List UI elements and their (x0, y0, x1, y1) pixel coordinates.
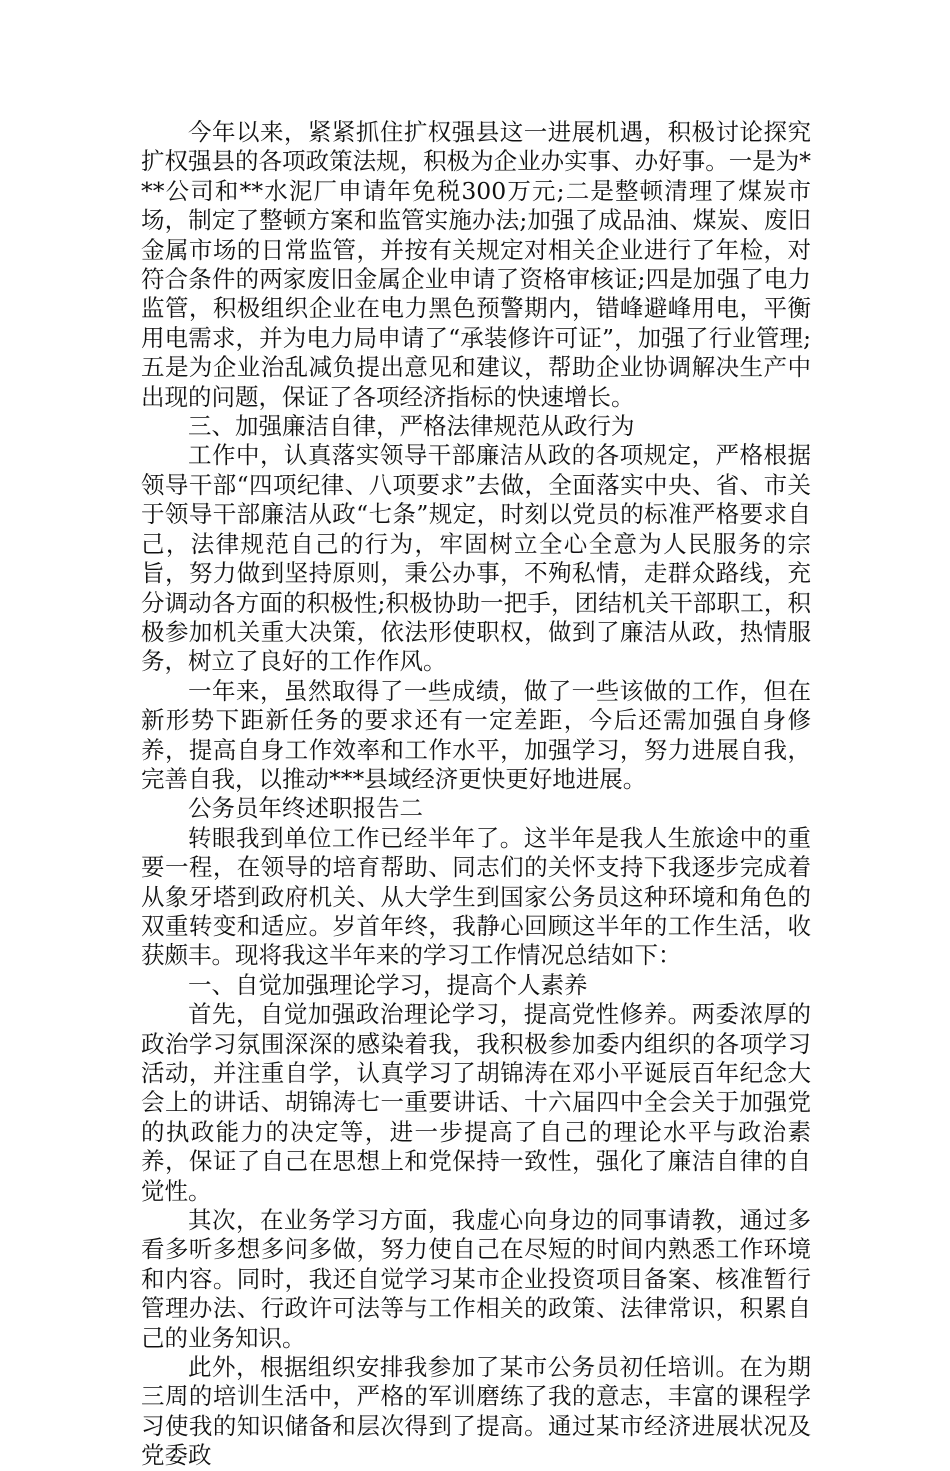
section-heading-theory-study: 一、自觉加强理论学习，提高个人素养 (188, 970, 588, 999)
document-body (141, 118, 811, 1471)
paragraph-work-summary: 今年以来，紧紧抓住扩权强县这一进展机遇，积极讨论探究扩权强县的各项政策法规，积极为企业办实事、办好事。一是为***公司和**水泥厂申请年免税300万元;二是整顿清理了煤炭市场，制定了整顿方案和监管实施办法;加强了成品油、煤炭、废旧金属市场的日常监管，并按有关规定对相关企业进行了年检，对符合条件的两家废旧金属企业申请了资格审核证;四是加强了电力监管，积极组织企业在电力黑色预警期内，错峰避峰用电，平衡用电需求，并为电力局申请了“承装修许可证”，加强了行业管理;五是为企业治乱减负提出意见和建议，帮助企业协调解决生产中出现的问题，保证了各项经济指标的快速增长。 (141, 118, 811, 411)
paragraph-intro: 转眼我到单位工作已经半年了。这半年是我人生旅途中的重要一程，在领导的培育帮助、同志们的关怀支持下我逐步完成着从象牙塔到政府机关、从大学生到国家公务员这种环境和角色的双重转变和适应。岁首年终，我静心回顾这半年的工作生活，收获颇丰。现将我这半年来的学习工作情况总结如下： (141, 823, 811, 970)
paragraph-business-study: 其次，在业务学习方面，我虚心向身边的同事请教，通过多看多听多想多问多做，努力使自己在尽短的时间内熟悉工作环境和内容。同时，我还自觉学习某市企业投资项目备案、核准暂行管理办法、行政许可法等与工作相关的政策、法律常识，积累自己的业务知识。 (141, 1206, 811, 1352)
paragraph-political-study: 首先，自觉加强政治理论学习，提高党性修养。两委浓厚的政治学习氛围深深的感染着我，我积极参加委内组织的各项学习活动，并注重自学，认真学习了胡锦涛在邓小平诞辰百年纪念大会上的讲话、胡锦涛七一重要讲话、十六届四中全会关于加强党的执政能力的决定等，进一步提高了自己的理论水平与政治素养，保证了自己在思想上和党保持一致性，强化了廉洁自律的自觉性。 (141, 1000, 811, 1205)
section-heading-integrity: 三、加强廉洁自律，严格法律规范从政行为 (188, 412, 635, 441)
report-two-title: 公务员年终述职报告二 (188, 794, 423, 823)
paragraph-conclusion: 一年来，虽然取得了一些成绩，做了一些该做的工作，但在新形势下距新任务的要求还有一定差距，今后还需加强自身修养，提高自身工作效率和工作水平，加强学习，努力进展自我，完善自我，以推动***县域经济更快更好地进展。 (141, 676, 811, 793)
paragraph-integrity: 工作中，认真落实领导干部廉洁从政的各项规定，严格根据领导干部“四项纪律、八项要求”去做，全面落实中央、省、市关于领导干部廉洁从政“七条”规定，时刻以党员的标准严格要求自己，法律规范自己的行为，牢固树立全心全意为人民服务的宗旨，努力做到坚持原则，秉公办事，不殉私情，走群众路线，充分调动各方面的积极性;积极协助一把手，团结机关干部职工，积极参加机关重大决策，依法形使职权，做到了廉洁从政，热情服务，树立了良好的工作作风。 (141, 441, 811, 676)
paragraph-training: 此外，根据组织安排我参加了某市公务员初任培训。在为期三周的培训生活中，严格的军训磨练了我的意志，丰富的课程学习使我的知识储备和层次得到了提高。通过某市经济进展状况及党委政 (141, 1353, 811, 1470)
